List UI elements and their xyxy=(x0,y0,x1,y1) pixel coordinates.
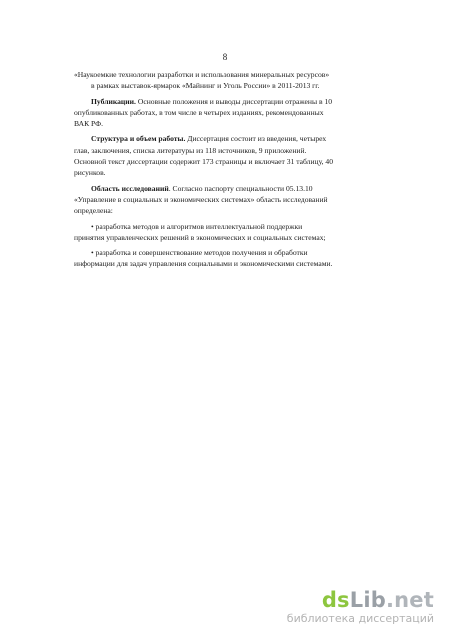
section-heading-structure: Структура и объем работы. xyxy=(91,134,186,144)
bullet-item xyxy=(74,247,372,270)
logo-lib: Lib xyxy=(349,588,386,612)
text-fragment: Основные положения и выводы диссертации отражены в 10 xyxy=(137,96,333,106)
text-line: принятия управленческих решений в экономических и социальных системах; xyxy=(74,232,326,242)
document-body xyxy=(74,69,372,274)
text-line xyxy=(74,80,372,91)
text-line: глав, заключения, списка литературы из 118 источников, 9 приложений. xyxy=(74,145,307,155)
text-fragment: в рамках выставок-ярмарок «Майнинг и Уголь России» в 2011-2013 гг. xyxy=(91,81,320,91)
text-line xyxy=(74,247,372,258)
paragraph-structure xyxy=(74,133,372,178)
text-line xyxy=(74,96,372,107)
page-number: 8 xyxy=(222,52,228,62)
logo-ds: ds xyxy=(321,588,350,612)
text-fragment: • разработка и совершенствование методов получения и обработки xyxy=(91,248,308,258)
text-line: «Наукоемкие технологии разработки и использования минеральных ресурсов» xyxy=(74,70,330,79)
text-line: «Управление в социальных и экономических системах» область исследований xyxy=(74,194,328,204)
section-heading-publications: Публикации. xyxy=(91,96,136,106)
text-fragment: Диссертация состоит из введения, четырех xyxy=(187,134,327,144)
bullet-item xyxy=(74,221,372,244)
text-fragment: . Согласно паспорту специальности 05.13.10 xyxy=(168,183,313,193)
text-line xyxy=(74,133,372,144)
text-line: ВАК РФ. xyxy=(74,119,104,129)
paragraph-research-area xyxy=(74,183,372,217)
text-line: опубликованных работах, в том числе в четырех изданиях, рекомендованных xyxy=(74,107,324,117)
text-line: определена: xyxy=(74,206,113,216)
paragraph-publications xyxy=(74,96,372,130)
text-line xyxy=(74,183,372,194)
text-line xyxy=(74,221,372,232)
dslib-watermark xyxy=(287,589,434,625)
text-line: Основной текст диссертации содержит 173 страницы и включает 31 таблицу, 40 xyxy=(74,157,334,167)
text-fragment: • разработка методов и алгоритмов интеллектуальной поддержки xyxy=(91,221,303,231)
section-heading-research-area: Область исследований xyxy=(91,183,169,193)
text-line: рисунков. xyxy=(74,168,106,178)
watermark-caption: библиотека диссертаций xyxy=(286,612,434,625)
logo-net: .net xyxy=(385,588,434,612)
paragraph-exhibitions xyxy=(74,69,372,92)
text-line: информации для задач управления социальными и экономическими системами. xyxy=(74,259,333,269)
dslib-logo xyxy=(287,589,434,611)
